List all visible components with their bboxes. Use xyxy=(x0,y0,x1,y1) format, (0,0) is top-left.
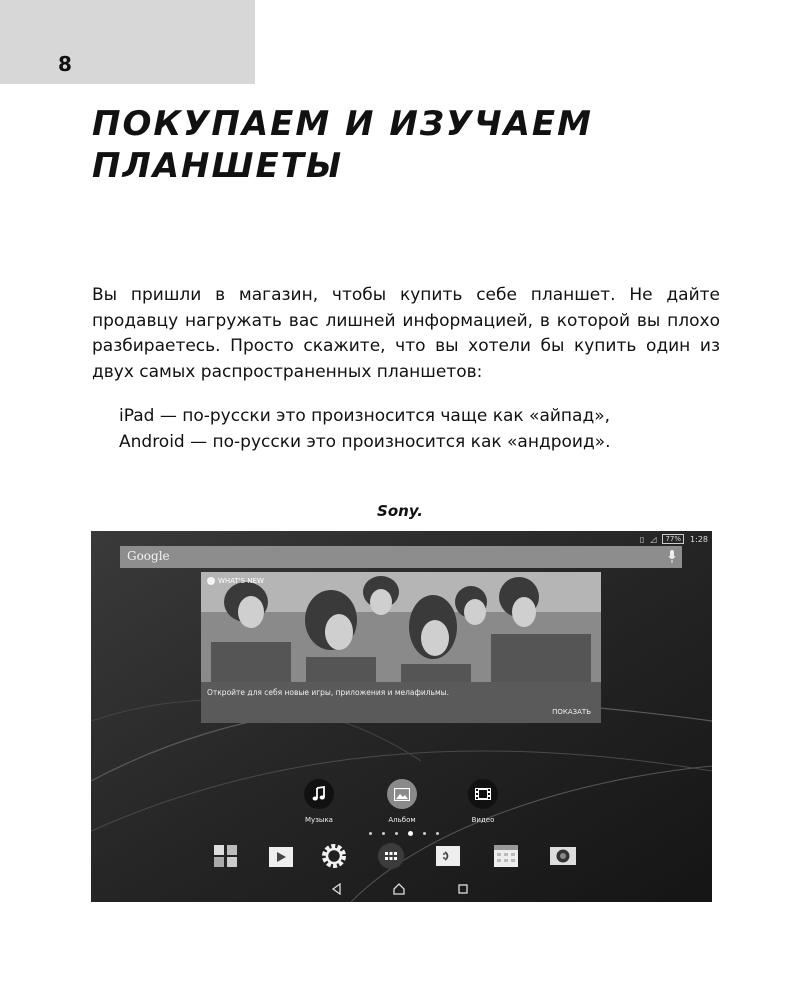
app-drawer-icon[interactable] xyxy=(376,843,406,869)
app-label: Альбом xyxy=(388,816,416,824)
people-photo xyxy=(201,572,601,682)
navigation-bar xyxy=(331,883,471,897)
camera-icon[interactable] xyxy=(548,843,578,869)
google-brand: Google xyxy=(127,549,170,563)
app-video[interactable] xyxy=(453,779,513,824)
widget-info-panel xyxy=(201,682,601,723)
show-button[interactable]: ПОКАЗАТЬ xyxy=(552,708,591,716)
list-item: iPad — по-русски это произносится чаще как «айпад», xyxy=(119,406,611,426)
app-album[interactable] xyxy=(372,779,432,824)
page-number: 8 xyxy=(58,52,72,76)
widget-message: Откройте для себя новые игры, приложения и мелафильмы. xyxy=(207,688,449,697)
chapter-title-line-2: ПЛАНШЕТЫ xyxy=(92,146,344,186)
status-bar xyxy=(640,533,708,545)
album-icon[interactable] xyxy=(387,779,417,809)
google-apps-icon[interactable] xyxy=(211,843,241,869)
play-store-icon[interactable] xyxy=(266,843,296,869)
clock: 1:28 xyxy=(690,534,708,544)
video-icon[interactable] xyxy=(468,779,498,809)
page-dot xyxy=(395,832,398,835)
intro-paragraph: Вы пришли в магазин, чтобы купить себе планшет. Не дайте продавцу нагружать вас лишней информацией, в которой вы плохо разбираетесь. Просто скажите, что вы хотели бы купить один из двух самых распространенных планшетов: xyxy=(92,285,720,382)
whats-new-widget[interactable] xyxy=(201,572,601,723)
app-label: Музыка xyxy=(305,816,333,824)
whats-new-icon xyxy=(207,577,215,585)
chapter-title-line-1: ПОКУПАЕМ И ИЗУЧАЕМ xyxy=(92,104,593,144)
signal-icon: ◿ xyxy=(650,534,657,544)
chapter-title xyxy=(92,103,732,187)
app-music[interactable] xyxy=(289,779,349,824)
dock xyxy=(211,843,591,871)
calendar-icon[interactable] xyxy=(491,843,521,869)
figure-caption: Sony. xyxy=(377,502,423,520)
page-dot-active xyxy=(408,831,413,836)
home-icon[interactable] xyxy=(393,883,405,895)
whats-new-label: WHAT'S NEW xyxy=(218,577,264,585)
app-label: Видео xyxy=(471,816,495,824)
list-item: Android — по-русски это произносится как «андроид». xyxy=(119,432,611,452)
tablet-screenshot xyxy=(91,531,712,902)
tablet-list xyxy=(119,403,719,455)
page-dot xyxy=(423,832,426,835)
page-dot xyxy=(436,832,439,835)
microphone-icon[interactable] xyxy=(668,550,676,563)
whats-new-badge xyxy=(207,577,264,585)
messaging-icon[interactable] xyxy=(433,843,463,869)
back-icon[interactable] xyxy=(331,883,343,895)
recents-icon[interactable] xyxy=(457,883,469,895)
page-tab xyxy=(0,0,255,84)
settings-icon[interactable] xyxy=(319,843,349,869)
page-dot xyxy=(369,832,372,835)
notification-icon: ▯ xyxy=(639,534,645,544)
google-search-bar[interactable] xyxy=(120,546,682,568)
music-note-icon[interactable] xyxy=(304,779,334,809)
battery-indicator: 77% xyxy=(662,534,684,544)
page-indicator xyxy=(369,831,439,836)
page-dot xyxy=(382,832,385,835)
